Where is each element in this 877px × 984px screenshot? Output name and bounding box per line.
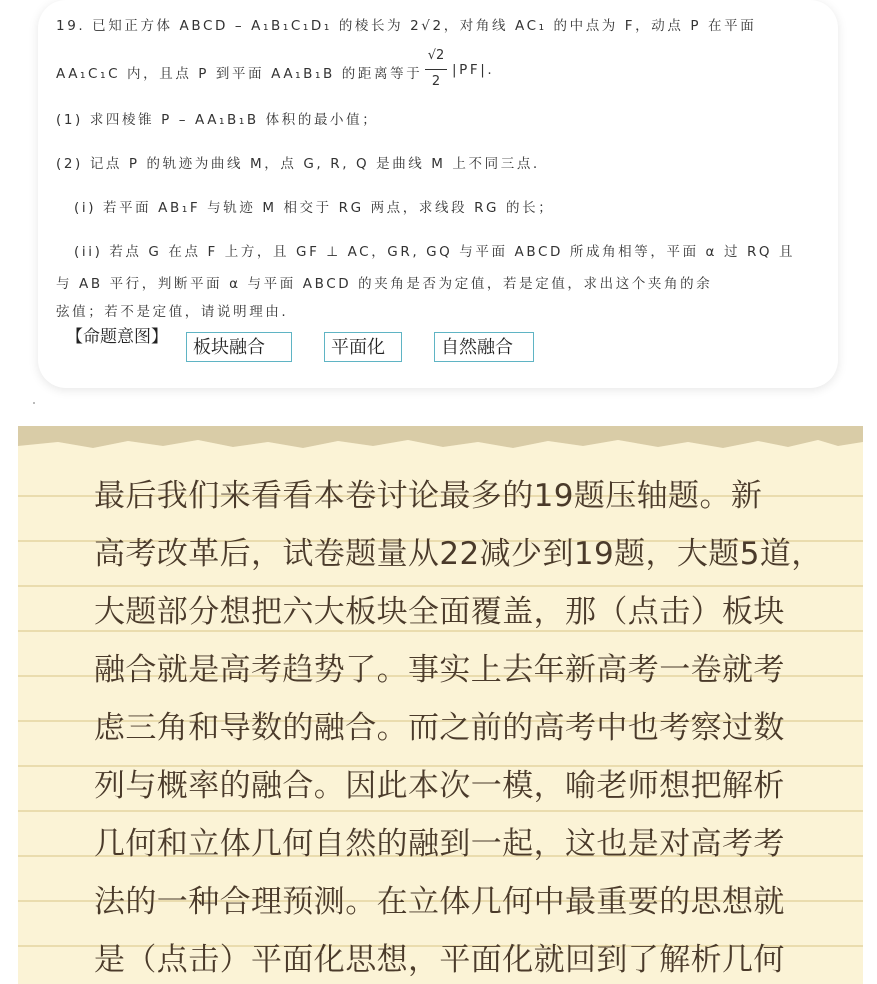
fraction-sqrt2-over-2: [421, 38, 451, 94]
note-line-8: 法的一种合理预测。在立体几何中最重要的思想就: [94, 884, 785, 920]
torn-paper-edge: [18, 426, 863, 452]
note-line-3: 大题部分想把六大板块全面覆盖，那（点击）板块: [94, 594, 785, 630]
intent-label: 【命题意图】: [66, 327, 168, 347]
note-line-4: 融合就是高考趋势了。事实上去年新高考一卷就考: [94, 652, 785, 688]
problem-line-2-tail: |PF|.: [452, 62, 495, 78]
note-line-5: 虑三角和导数的融合。而之前的高考中也考察过数: [94, 710, 785, 746]
tag-block-fusion[interactable]: 板块融合: [186, 332, 292, 362]
tag-planarization[interactable]: 平面化: [324, 332, 402, 362]
note-line-1: 最后我们来看看本卷讨论最多的19题压轴题。新: [94, 478, 763, 514]
note-line-9: 是（点击）平面化思想，平面化就回到了解析几何: [94, 942, 785, 978]
problem-sub-ii-line-3: 弦值；若不是定值，请说明理由.: [56, 304, 289, 320]
note-paper: [18, 426, 863, 984]
note-line-2: 高考改革后，试卷题量从22减少到19题，大题5道，: [94, 536, 823, 572]
problem-line-1: 19. 已知正方体 ABCD – A₁B₁C₁D₁ 的棱长为 2√2，对角线 AC₁ 的中点为 F，动点 P 在平面: [56, 18, 757, 34]
note-line-6: 列与概率的融合。因此本次一模，喻老师想把解析: [94, 768, 785, 804]
problem-sub-ii-line-2: 与 AB 平行，判断平面 α 与平面 ABCD 的夹角是否为定值，若是定值，求出这个夹角的余: [56, 276, 713, 292]
problem-part-2: (2) 记点 P 的轨迹为曲线 M，点 G, R, Q 是曲线 M 上不同三点.: [56, 156, 540, 172]
problem-card: [38, 0, 838, 388]
problem-line-2: AA₁C₁C 内，且点 P 到平面 AA₁B₁B 的距离等于: [56, 66, 423, 82]
note-line-7: 几何和立体几何自然的融到一起，这也是对高考考: [94, 826, 785, 862]
stray-dot: [33, 402, 35, 404]
problem-part-1: (1) 求四棱锥 P – AA₁B₁B 体积的最小值；: [56, 112, 379, 128]
fraction-denominator: 2: [431, 74, 441, 89]
fraction-numerator: √2: [427, 48, 445, 63]
problem-sub-ii: (ii) 若点 G 在点 F 上方，且 GF ⊥ AC，GR, GQ 与平面 ABCD 所成角相等，平面 α 过 RQ 且: [74, 244, 796, 260]
tag-natural-fusion[interactable]: 自然融合: [434, 332, 534, 362]
fraction-bar: [425, 69, 447, 70]
problem-sub-i: (i) 若平面 AB₁F 与轨迹 M 相交于 RG 两点，求线段 RG 的长；: [74, 200, 555, 216]
